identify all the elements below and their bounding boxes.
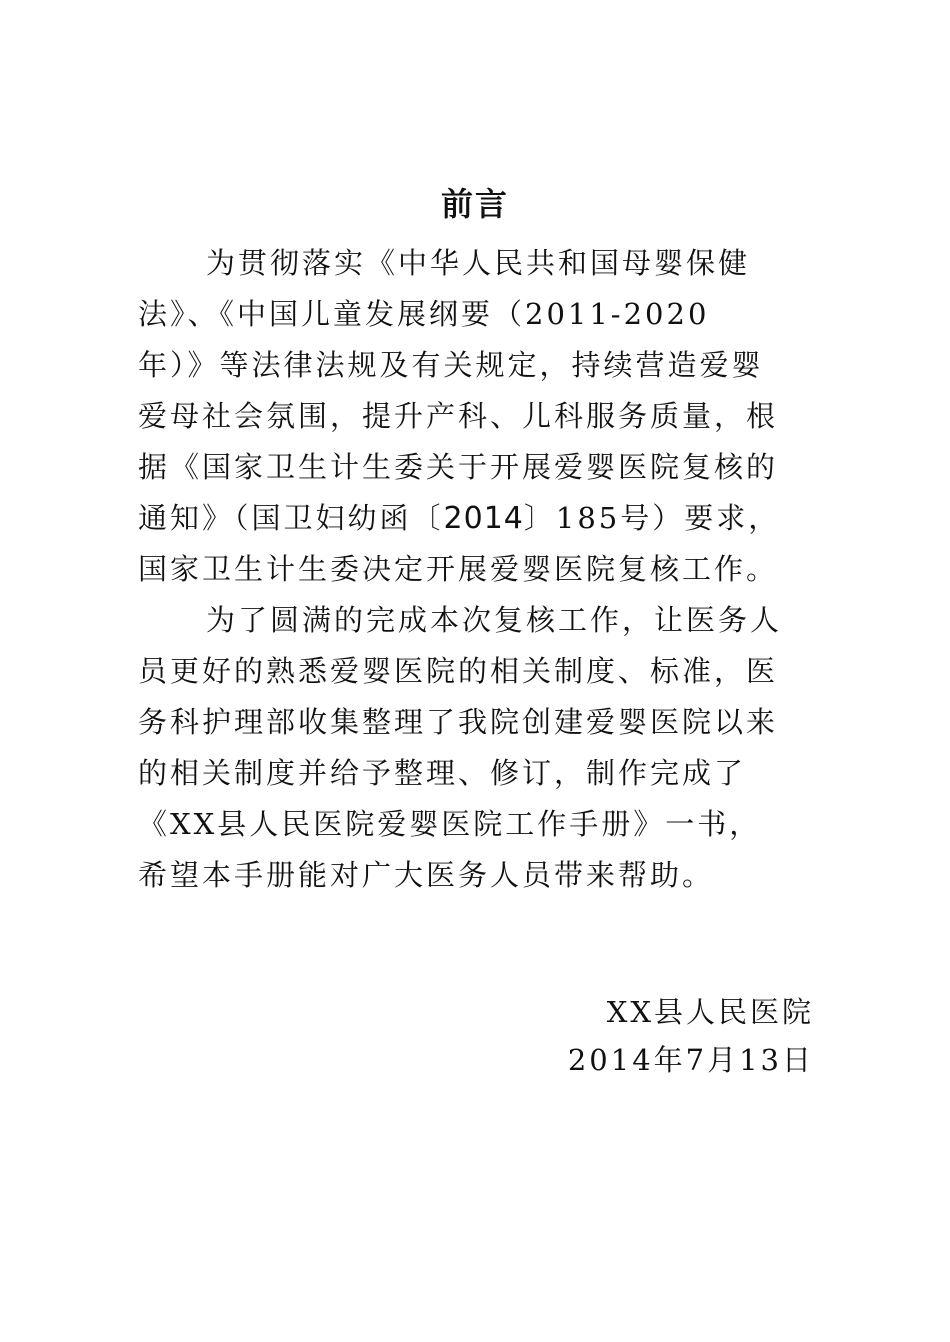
signature-organization: XX县人民医院 (606, 995, 814, 1029)
document-title: 前言 (440, 185, 509, 223)
paragraph-2-line-2: 员更好的熟悉爱婴医院的相关制度、标准，医 (138, 654, 779, 688)
signature-block (568, 988, 814, 1084)
paragraph-2-line-4: 的相关制度并给予整理、修订，制作完成了 (138, 756, 747, 790)
signature-date: 2014年7月13日 (567, 1043, 814, 1077)
paragraph-1-line-4: 爱母社会氛围，提升产科、儿科服务质量，根 (138, 399, 779, 433)
paragraph-1-line-1: 为贯彻落实《中华人民共和国母婴保健 (206, 246, 751, 280)
paragraph-1-line-6-part-c: 〕185号）要求， (523, 501, 781, 535)
paragraph-1-line-6 (138, 493, 814, 544)
paragraph-2-line-5: 《XX县人民医院爱婴医院工作手册》一书， (138, 807, 762, 841)
paragraph-1 (138, 238, 814, 595)
paragraph-1-line-7: 国家卫生计生委决定开展爱婴医院复核工作。 (138, 552, 779, 586)
paragraph-2 (138, 595, 814, 901)
document-body (138, 238, 814, 901)
paragraph-2-line-6: 希望本手册能对广大医务人员带来帮助。 (138, 858, 715, 892)
paragraph-1-line-5: 据《国家卫生计生委关于开展爱婴医院复核的 (138, 450, 779, 484)
paragraph-1-line-2: 法》、《中国儿童发展纲要（2011-2020 (138, 297, 710, 331)
paragraph-1-line-3: 年）》等法律法规及有关规定，持续营造爱婴 (138, 348, 764, 382)
paragraph-1-line-6-year: 2014 (443, 501, 524, 536)
paragraph-2-line-1: 为了圆满的完成本次复核工作，让医务人 (206, 603, 783, 637)
paragraph-1-line-6-part-a: 通知》（国卫妇幼函〔 (138, 501, 444, 535)
paragraph-2-line-3: 务科护理部收集整理了我院创建爱婴医院以来 (138, 705, 779, 739)
